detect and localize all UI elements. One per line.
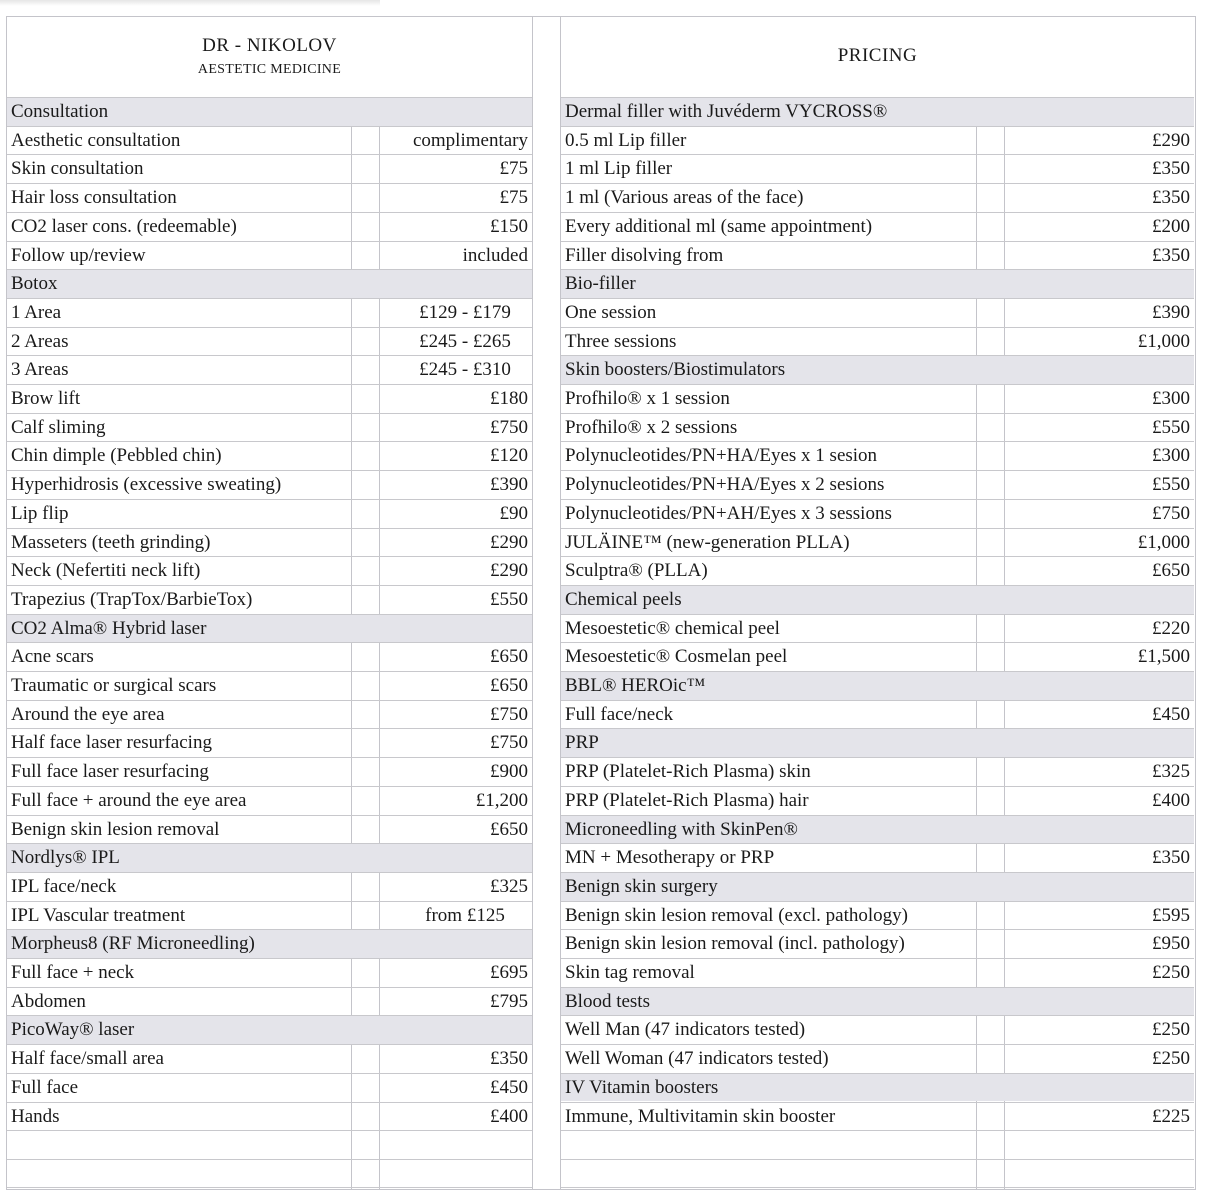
price-row: [7, 183, 532, 212]
treatment-name: Traumatic or surgical scars: [11, 675, 217, 696]
price-row: [561, 929, 1194, 958]
treatment-price: £650: [490, 818, 528, 840]
price-row: [561, 958, 1194, 987]
price-row: [7, 241, 532, 270]
price-row: [561, 241, 1194, 270]
category-row: [561, 97, 1194, 126]
price-row: [561, 786, 1194, 815]
price-row: [7, 154, 532, 183]
price-row: [561, 470, 1194, 499]
treatment-price: £1,000: [1137, 531, 1190, 553]
price-row: [7, 556, 532, 585]
price-row: [561, 700, 1194, 729]
treatment-price: £1,500: [1137, 646, 1190, 668]
treatment-price: £325: [1152, 761, 1190, 783]
treatment-name: Chin dimple (Pebbled chin): [11, 445, 222, 467]
treatment-price: £750: [1152, 502, 1190, 524]
treatment-price: £250: [1152, 1048, 1190, 1070]
price-row: [7, 987, 532, 1016]
price-row: [561, 154, 1194, 183]
category-name: Consultation: [11, 101, 109, 122]
treatment-price: £650: [1152, 560, 1190, 582]
price-row: [7, 355, 532, 384]
treatment-name: Calf sliming: [11, 416, 106, 438]
price-row: [561, 126, 1194, 155]
category-row: [7, 929, 532, 958]
treatment-price: £400: [1152, 789, 1190, 811]
treatment-price: £650: [490, 675, 528, 696]
treatment-price: £250: [1152, 1019, 1190, 1041]
price-row: [7, 1044, 532, 1073]
treatment-name: Polynucleotides/PN+HA/Eyes x 2 sesions: [565, 474, 885, 496]
treatment-name: Around the eye area: [11, 703, 165, 725]
treatment-name: Half face laser resurfacing: [11, 732, 212, 754]
category-name: Nordlys® IPL: [11, 847, 120, 869]
category-row: [561, 815, 1194, 844]
pricing-title: PRICING: [837, 45, 918, 66]
price-row: [7, 815, 532, 844]
empty-row: [7, 1159, 532, 1188]
category-name: IV Vitamin boosters: [565, 1076, 719, 1098]
treatment-name: Three sessions: [565, 330, 677, 352]
pricing-header: [561, 17, 1194, 97]
treatment-name: JULÄINE™ (new-generation PLLA): [565, 531, 850, 553]
price-row: [7, 384, 532, 413]
category-name: BBL® HEROic™: [565, 675, 706, 696]
category-name: Microneedling with SkinPen®: [565, 818, 798, 840]
treatment-name: IPL Vascular treatment: [11, 904, 186, 926]
treatment-price: £150: [490, 215, 528, 237]
price-row: [7, 413, 532, 442]
treatment-name: Profhilo® x 2 sessions: [565, 416, 738, 438]
treatment-name: Mesoestetic® chemical peel: [565, 617, 780, 639]
top-edge-shadow: [0, 0, 380, 6]
treatment-name: Mesoestetic® Cosmelan peel: [565, 646, 788, 668]
treatment-price: £450: [1152, 703, 1190, 725]
category-row: [561, 987, 1194, 1016]
treatment-name: PRP (Platelet-Rich Plasma) skin: [565, 761, 811, 783]
clinic-header: [7, 17, 532, 97]
treatment-price: £350: [1152, 244, 1190, 266]
price-row: [7, 1073, 532, 1102]
treatment-name: Hair loss consultation: [11, 187, 177, 209]
treatment-name: Lip flip: [11, 502, 69, 524]
price-row: [561, 556, 1194, 585]
price-row: [561, 1044, 1194, 1073]
category-name: Chemical peels: [565, 588, 682, 610]
treatment-name: 0.5 ml Lip filler: [565, 129, 687, 151]
category-name: Morpheus8 (RF Microneedling): [11, 933, 255, 955]
treatment-price: £950: [1152, 933, 1190, 955]
treatment-name: Aesthetic consultation: [11, 129, 181, 151]
treatment-price: £120: [490, 445, 528, 467]
price-row: [561, 183, 1194, 212]
treatment-name: Filler disolving from: [565, 244, 724, 266]
clinic-subtitle: AESTETIC MEDICINE: [197, 62, 342, 77]
column-divider: [532, 17, 533, 1189]
treatment-price: £250: [1152, 962, 1190, 983]
treatment-price: £550: [490, 588, 528, 610]
treatment-price: £595: [1152, 904, 1190, 926]
treatment-price: included: [462, 244, 528, 266]
category-name: Dermal filler with Juvéderm VYCROSS®: [565, 101, 888, 122]
treatment-price: £180: [490, 388, 528, 409]
price-row: [7, 786, 532, 815]
price-row: [7, 700, 532, 729]
treatment-name: Masseters (teeth grinding): [11, 531, 211, 553]
treatment-price: £390: [1152, 301, 1190, 323]
treatment-price: £1,200: [475, 789, 528, 811]
price-row: [7, 126, 532, 155]
treatment-name: Sculptra® (PLLA): [565, 560, 708, 582]
price-row: [7, 470, 532, 499]
treatment-price: £350: [1152, 158, 1190, 180]
treatment-name: Half face/small area: [11, 1048, 164, 1070]
treatment-name: Profhilo® x 1 session: [565, 388, 730, 409]
treatment-price: £550: [1152, 416, 1190, 438]
price-row: [561, 298, 1194, 327]
treatment-price: £750: [490, 703, 528, 725]
category-row: [561, 1073, 1194, 1102]
treatment-name: Benign skin lesion removal: [11, 818, 220, 840]
treatment-price: £75: [499, 158, 528, 180]
treatment-name: Full face/neck: [565, 703, 674, 725]
treatment-price: £400: [490, 1105, 528, 1127]
price-row: [561, 413, 1194, 442]
empty-row: [7, 1130, 532, 1159]
category-name: PicoWay® laser: [11, 1019, 135, 1041]
price-row: [7, 728, 532, 757]
price-row: [7, 642, 532, 671]
left-price-table: [7, 97, 532, 1189]
treatment-price: £129 - £179: [419, 301, 511, 323]
treatment-price: £650: [490, 646, 528, 668]
price-row: [561, 1015, 1194, 1044]
category-name: PRP: [565, 732, 599, 754]
treatment-price: complimentary: [412, 129, 528, 151]
treatment-name: Polynucleotides/PN+AH/Eyes x 3 sessions: [565, 502, 892, 524]
right-price-table: [561, 97, 1194, 1189]
category-row: [561, 728, 1194, 757]
treatment-name: Hyperhidrosis (excessive sweating): [11, 474, 282, 496]
treatment-price: £225: [1152, 1105, 1190, 1127]
price-row: [561, 499, 1194, 528]
treatment-price: £350: [1152, 847, 1190, 869]
treatment-price: £550: [1152, 474, 1190, 496]
treatment-name: Acne scars: [11, 646, 94, 668]
price-row: [7, 872, 532, 901]
clinic-name: DR - NIKOLOV: [202, 35, 337, 56]
price-row: [7, 585, 532, 614]
treatment-name: CO2 laser cons. (redeemable): [11, 215, 237, 237]
price-row: [561, 528, 1194, 557]
treatment-price: £300: [1152, 445, 1190, 467]
treatment-price: £390: [490, 474, 528, 496]
category-name: Botox: [11, 273, 58, 295]
treatment-price: from £125: [425, 904, 505, 926]
category-name: Benign skin surgery: [565, 875, 718, 897]
treatment-name: Well Man (47 indicators tested): [565, 1019, 806, 1041]
treatment-price: £290: [490, 531, 528, 553]
treatment-name: 2 Areas: [11, 330, 69, 352]
treatment-price: £90: [499, 502, 528, 524]
treatment-price: £220: [1152, 617, 1190, 639]
treatment-price: £325: [490, 875, 528, 897]
price-row: [7, 298, 532, 327]
category-row: [561, 872, 1194, 901]
treatment-price: £695: [490, 962, 528, 983]
price-row: [561, 384, 1194, 413]
treatment-name: Hands: [11, 1105, 60, 1127]
treatment-price: £290: [1152, 129, 1190, 151]
price-row: [7, 1102, 532, 1131]
treatment-price: £750: [490, 732, 528, 754]
category-row: [561, 585, 1194, 614]
category-name: CO2 Alma® Hybrid laser: [11, 617, 207, 639]
category-row: [7, 269, 532, 298]
treatment-price: £750: [490, 416, 528, 438]
treatment-price: £350: [1152, 187, 1190, 209]
treatment-name: Follow up/review: [11, 244, 146, 266]
category-row: [7, 843, 532, 872]
category-row: [7, 1015, 532, 1044]
treatment-name: Abdomen: [11, 990, 86, 1012]
treatment-name: Every additional ml (same appointment): [565, 215, 873, 237]
treatment-name: 3 Areas: [11, 359, 69, 381]
price-row: [7, 212, 532, 241]
treatment-name: 1 ml (Various areas of the face): [565, 187, 804, 209]
treatment-price: £900: [490, 761, 528, 783]
price-row: [7, 901, 532, 930]
treatment-price: £350: [490, 1048, 528, 1070]
treatment-price: £300: [1152, 388, 1190, 409]
category-name: Blood tests: [565, 990, 650, 1012]
empty-row: [561, 1159, 1194, 1188]
treatment-name: 1 Area: [11, 301, 62, 323]
price-row: [561, 212, 1194, 241]
treatment-name: IPL face/neck: [11, 875, 117, 897]
price-row: [7, 499, 532, 528]
treatment-name: One session: [565, 301, 657, 323]
treatment-price: £75: [499, 187, 528, 209]
price-row: [561, 441, 1194, 470]
category-row: [561, 671, 1194, 700]
price-row: [561, 614, 1194, 643]
treatment-name: Trapezius (TrapTox/BarbieTox): [11, 588, 253, 610]
empty-row: [561, 1130, 1194, 1159]
category-name: Skin boosters/Biostimulators: [565, 359, 786, 381]
price-row: [561, 757, 1194, 786]
treatment-name: Benign skin lesion removal (incl. pathology): [565, 933, 905, 955]
price-row: [7, 528, 532, 557]
treatment-name: MN + Mesotherapy or PRP: [565, 847, 775, 869]
treatment-name: Full face + around the eye area: [11, 789, 247, 811]
category-name: Bio-filler: [565, 273, 636, 295]
treatment-name: Benign skin lesion removal (excl. pathology): [565, 904, 908, 926]
treatment-name: Full face + neck: [11, 962, 135, 983]
category-row: [7, 614, 532, 643]
treatment-price: £795: [490, 990, 528, 1012]
treatment-name: Neck (Nefertiti neck lift): [11, 560, 201, 582]
treatment-name: Skin tag removal: [565, 962, 695, 983]
price-row: [7, 671, 532, 700]
treatment-price: £1,000: [1137, 330, 1190, 352]
category-row: [561, 355, 1194, 384]
price-row: [561, 642, 1194, 671]
treatment-name: 1 ml Lip filler: [565, 158, 673, 180]
treatment-name: Skin consultation: [11, 158, 144, 180]
price-row: [561, 843, 1194, 872]
price-row: [561, 1102, 1194, 1131]
treatment-price: £200: [1152, 215, 1190, 237]
treatment-name: Immune, Multivitamin skin booster: [565, 1105, 836, 1127]
treatment-name: Full face: [11, 1076, 79, 1098]
price-row: [7, 958, 532, 987]
treatment-name: Brow lift: [11, 388, 81, 409]
treatment-name: PRP (Platelet-Rich Plasma) hair: [565, 789, 809, 811]
treatment-name: Polynucleotides/PN+HA/Eyes x 1 sesion: [565, 445, 878, 467]
treatment-price: £245 - £310: [419, 359, 511, 381]
price-row: [7, 327, 532, 356]
price-row: [7, 441, 532, 470]
treatment-name: Full face laser resurfacing: [11, 761, 209, 783]
treatment-price: £290: [490, 560, 528, 582]
category-row: [7, 97, 532, 126]
category-row: [561, 269, 1194, 298]
price-row: [7, 757, 532, 786]
price-row: [561, 901, 1194, 930]
treatment-name: Well Woman (47 indicators tested): [565, 1048, 829, 1070]
price-row: [561, 327, 1194, 356]
treatment-price: £245 - £265: [419, 330, 511, 352]
treatment-price: £450: [490, 1076, 528, 1098]
